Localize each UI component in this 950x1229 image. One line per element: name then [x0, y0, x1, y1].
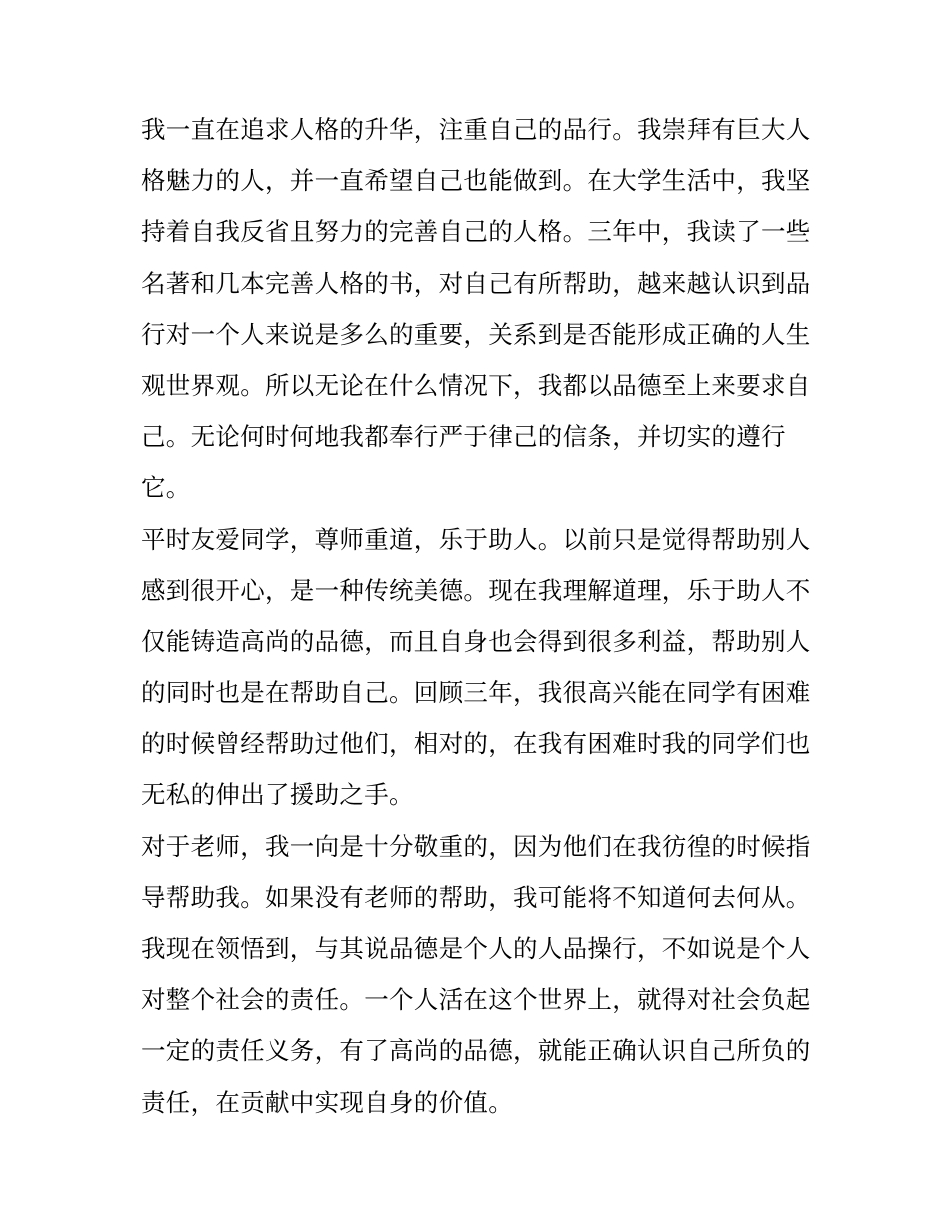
text-line: 我现在领悟到，与其说品德是个人的人品操行，不如说是个人	[141, 934, 811, 963]
text-line: 的同时也是在帮助自己。回顾三年，我很高兴能在同学有困难	[141, 678, 811, 708]
text-line: 持着自我反省且努力的完善自己的人格。三年中，我读了一些	[141, 217, 811, 247]
text-line: 一定的责任义务，有了高尚的品德，就能正确认识自己所负的	[141, 1036, 811, 1066]
text-line: 无私的伸出了援助之手。	[141, 780, 414, 810]
text-line: 名著和几本完善人格的书，对自己有所帮助，越来越认识到品	[141, 268, 811, 298]
text-line: 责任，在贡献中实现自身的价值。	[141, 1087, 513, 1117]
text-line: 导帮助我。如果没有老师的帮助，我可能将不知道何去何从。	[141, 882, 811, 912]
text-line: 己。无论何时何地我都奉行严于律己的信条，并切实的遵行	[141, 422, 786, 452]
text-line: 平时友爱同学，尊师重道，乐于助人。以前只是觉得帮助别人	[141, 524, 811, 554]
text-line: 对整个社会的责任。一个人活在这个世界上，就得对社会负起	[141, 985, 811, 1015]
text-line: 观世界观。所以无论在什么情况下，我都以品德至上来要求自	[141, 370, 811, 400]
text-line: 它。	[141, 473, 191, 503]
text-line: 对于老师，我一向是十分敬重的，因为他们在我彷徨的时候指	[141, 831, 811, 861]
text-line: 格魅力的人，并一直希望自己也能做到。在大学生活中，我坚	[141, 166, 811, 196]
text-line: 仅能铸造高尚的品德，而且自身也会得到很多利益，帮助别人	[141, 626, 811, 656]
text-line: 我一直在追求人格的升华，注重自己的品行。我崇拜有巨大人	[141, 115, 811, 144]
text-line: 感到很开心，是一种传统美德。现在我理解道理，乐于助人不	[141, 575, 811, 605]
text-line: 的时候曾经帮助过他们，相对的，在我有困难时我的同学们也	[141, 729, 811, 759]
body-text	[141, 104, 816, 1128]
text-line: 行对一个人来说是多么的重要，关系到是否能形成正确的人生	[141, 319, 811, 349]
